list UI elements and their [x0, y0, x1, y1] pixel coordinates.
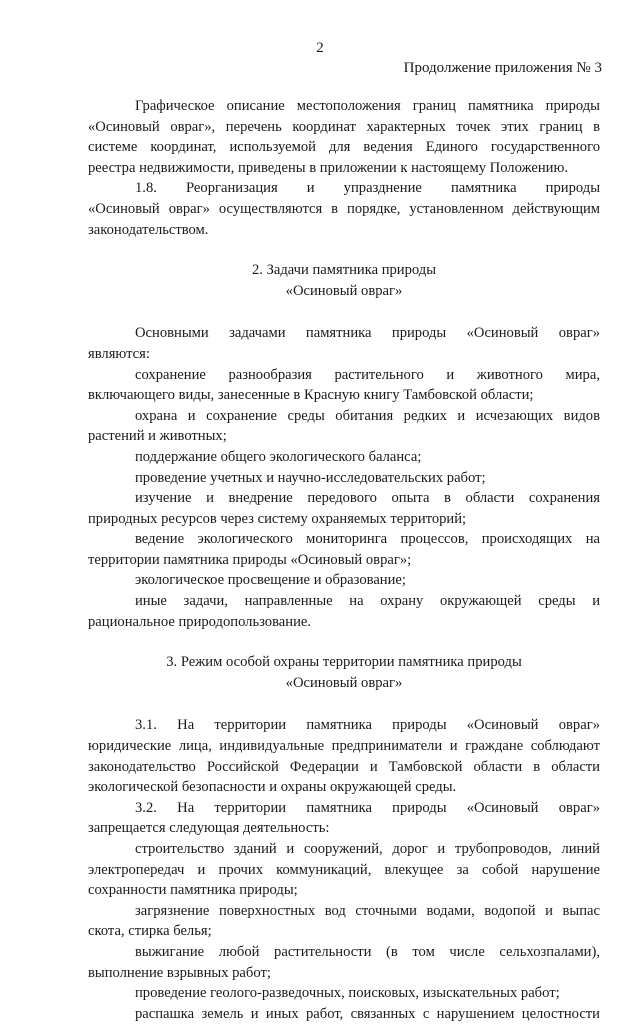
list-item: электропередач и прочих коммуникаций, влекущее за собой нарушение	[88, 861, 600, 878]
text-line: Графическое описание местоположения границ памятника природы	[135, 98, 600, 114]
text-line: 3.2. На территории памятника природы «Осиновый овраг»	[135, 799, 600, 816]
text-line: 3.1. На территории памятника природы «Осиновый овраг»	[135, 717, 600, 734]
page-number: 2	[316, 40, 324, 56]
list-item: рациональное природопользование.	[88, 613, 312, 630]
list-item: скота, стирка белья;	[88, 923, 212, 940]
list-item: проведение геолого-разведочных, поисковых, изыскательных работ;	[135, 985, 560, 1002]
list-item: выполнение взрывных работ;	[88, 964, 271, 981]
list-item: распашка земель и иных работ, связанных с нарушением целостности	[135, 1005, 600, 1022]
text-line: реестра недвижимости, приведены в приложении к настоящему Положению.	[88, 159, 569, 176]
text-line: законодательством.	[88, 221, 209, 238]
list-item: природных ресурсов через систему охраняемых территорий;	[88, 510, 467, 527]
list-item: растений и животных;	[88, 428, 227, 445]
list-item: выжигание любой растительности (в том числе сельхозпалами),	[135, 943, 600, 960]
section-heading: 2. Задачи памятника природы	[251, 262, 437, 279]
text-line: «Осиновый овраг» осуществляются в порядке, установленном действующим	[88, 200, 600, 217]
section-heading: «Осиновый овраг»	[285, 282, 403, 299]
list-item: проведение учетных и научно-исследовательских работ;	[135, 469, 486, 486]
list-item: поддержание общего экологического баланса;	[135, 448, 422, 465]
section-heading: 3. Режим особой охраны территории памятника природы	[166, 654, 522, 671]
section-heading: «Осиновый овраг»	[285, 674, 403, 691]
list-item: ведение экологического мониторинга процессов, происходящих на	[135, 531, 600, 548]
continuation-note: Продолжение приложения № 3	[403, 60, 602, 76]
list-item: изучение и внедрение передового опыта в области сохранения	[135, 490, 600, 507]
list-item: охрана и сохранение среды обитания редких и исчезающих видов	[135, 407, 600, 424]
text-line: системе координат, используемой для ведения Единого государственного	[88, 139, 600, 156]
text-line: экологической безопасности и охраны окружающей среды.	[88, 779, 457, 796]
text-line: запрещается следующая деятельность:	[88, 820, 330, 837]
text-line: «Осиновый овраг», перечень координат характерных точек этих границ в	[88, 118, 600, 135]
text-line: законодательство Российской Федерации и Тамбовской области в области	[88, 758, 600, 775]
list-item: строительство зданий и сооружений, дорог и трубопроводов, линий	[135, 841, 600, 857]
text-line: 1.8. Реорганизация и упразднение памятника природы	[135, 180, 600, 197]
list-item: иные задачи, направленные на охрану окружающей среды и	[135, 593, 600, 610]
text-line: являются:	[88, 345, 150, 362]
list-item: экологическое просвещение и образование;	[135, 572, 406, 589]
list-item: территории памятника природы «Осиновый овраг»;	[88, 551, 412, 568]
document-body	[88, 96, 600, 1024]
text-line: Основными задачами памятника природы «Осиновый овраг»	[135, 325, 600, 342]
list-item: включающего виды, занесенные в Красную книгу Тамбовской области;	[88, 387, 534, 404]
list-item: сохранности памятника природы;	[88, 882, 298, 899]
text-line: юридические лица, индивидуальные предприниматели и граждане соблюдают	[88, 738, 600, 755]
list-item: сохранение разнообразия растительного и животного мира,	[135, 366, 600, 383]
list-item: загрязнение поверхностных вод сточными водами, водопой и выпас	[135, 902, 600, 919]
